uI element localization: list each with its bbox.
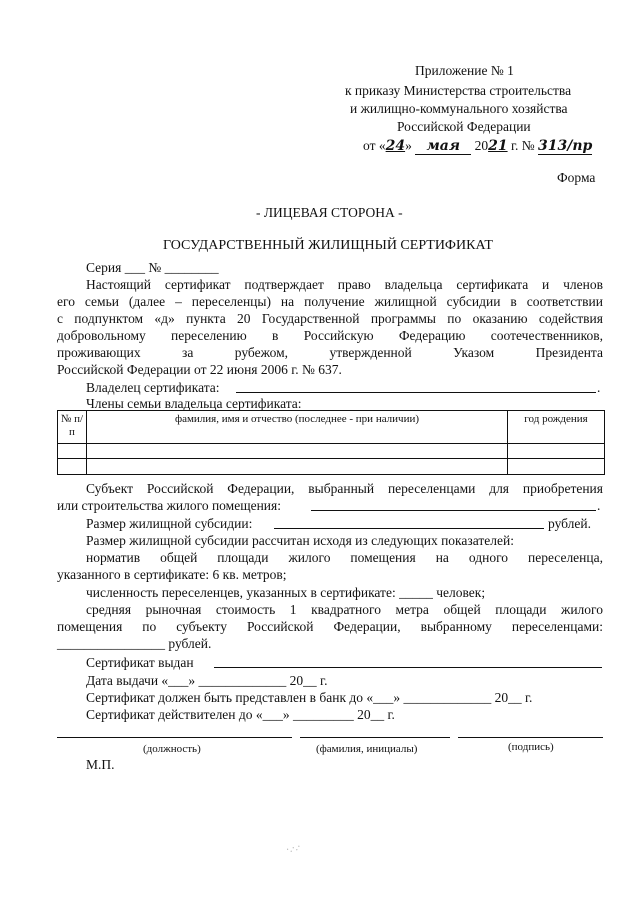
norm-line-1: норматив общей площади жилого помещения на одного переселенца, [86, 550, 603, 565]
subsidy-unit: рублей. [548, 516, 592, 531]
header-cell-name [87, 411, 508, 444]
bank-deadline-line: Сертификат должен быть представлен в банк до «___» _____________ 20__ г. [86, 690, 533, 705]
price-line-3: ________________ рублей. [57, 636, 212, 651]
table-row [58, 444, 605, 459]
family-members-table [57, 410, 605, 475]
date-prefix: от « [363, 138, 386, 153]
appendix-label: Приложение № 1 [415, 63, 514, 78]
price-line-2: помещения по субъекту Российской Федерации, выбранному переселенцами: [57, 619, 603, 634]
form-label: Форма [557, 170, 596, 185]
table-header-row [58, 411, 605, 444]
date-number-prefix: г. № [510, 138, 535, 153]
date-year-prefix: 20 [474, 138, 489, 153]
side-title: - ЛИЦЕВАЯ СТОРОНА - [256, 205, 403, 220]
order-line-2: и жилищно-коммунального хозяйства [350, 101, 568, 116]
name-caption: (фамилия, инициалы) [316, 743, 418, 755]
subject-period: . [597, 498, 601, 513]
table-cell [58, 459, 87, 475]
col-no-label: № п/п [60, 413, 84, 438]
valid-until-line: Сертификат действителен до «___» _________ 20__ г. [86, 707, 395, 722]
calc-label: Размер жилищной субсидии рассчитан исходя из следующих показателей: [86, 533, 514, 548]
issued-label: Сертификат выдан [86, 655, 194, 670]
name-sign-line [300, 737, 450, 738]
order-line-1: к приказу Министерства строительства [345, 83, 572, 98]
intro-line-4: добровольному переселению в Российскую Федерацию соотечественников, [57, 328, 603, 343]
date-number: 313/пр [537, 138, 593, 154]
subsidy-field-line [274, 528, 544, 529]
series-number-label: Серия ___ № ________ [86, 260, 219, 275]
order-line-3: Российской Федерации [397, 119, 531, 134]
table-cell [87, 444, 508, 459]
subject-line-2: или строительства жилого помещения: [57, 498, 281, 513]
position-caption: (должность) [143, 743, 201, 755]
order-date-line [363, 138, 592, 155]
signature-sign-line [458, 737, 603, 738]
subsidy-label: Размер жилищной субсидии: [86, 516, 253, 531]
scan-speckles: ·.·.· [284, 841, 303, 856]
signature-caption: (подпись) [508, 741, 554, 753]
count-line: численность переселенцев, указанных в сертификате: _____ человек; [86, 585, 486, 600]
intro-line-1: Настоящий сертификат подтверждает право владельца сертификата и членов [86, 277, 603, 292]
intro-line-6: Российской Федерации от 22 июня 2006 г. № 637. [57, 362, 342, 377]
intro-line-2: его семьи (далее – переселенцы) на получение жилищной субсидии в соответствии [57, 294, 603, 309]
intro-line-3: с подпунктом «д» пункта 20 Государственной программы по оказанию содействия [57, 311, 603, 326]
issue-date-line: Дата выдачи «___» _____________ 20__ г. [86, 673, 328, 688]
header-cell-year [508, 411, 605, 444]
subject-line-1: Субъект Российской Федерации, выбранный переселенцами для приобретения [86, 481, 603, 496]
table-row [58, 459, 605, 475]
table-cell [58, 444, 87, 459]
table-cell [508, 444, 605, 459]
members-label: Члены семьи владельца сертификата: [86, 396, 302, 411]
date-mid: » [405, 138, 412, 153]
intro-line-5: проживающих за рубежом, утвержденной Указом Президента [57, 345, 603, 360]
subject-field-line [311, 510, 596, 511]
document-title: ГОСУДАРСТВЕННЫЙ ЖИЛИЩНЫЙ СЕРТИФИКАТ [163, 238, 493, 253]
issued-field-line [214, 667, 602, 668]
owner-field-line [236, 392, 596, 393]
date-day: 24 [385, 138, 406, 154]
norm-line-2: указанного в сертификате: 6 кв. метров; [57, 567, 287, 582]
position-sign-line [57, 737, 292, 738]
stamp-label: М.П. [86, 757, 115, 772]
table-cell [87, 459, 508, 475]
col-year-label: год рождения [524, 413, 588, 425]
date-year: 21 [488, 138, 508, 154]
table-cell [508, 459, 605, 475]
date-month: мая [415, 138, 471, 155]
col-name-label: фамилия, имя и отчество (последнее - при наличии) [174, 413, 420, 425]
header-cell-no [58, 411, 87, 444]
owner-period: . [597, 380, 601, 395]
owner-label: Владелец сертификата: [86, 380, 220, 395]
price-line-1: средняя рыночная стоимость 1 квадратного метра общей площади жилого [86, 602, 603, 617]
